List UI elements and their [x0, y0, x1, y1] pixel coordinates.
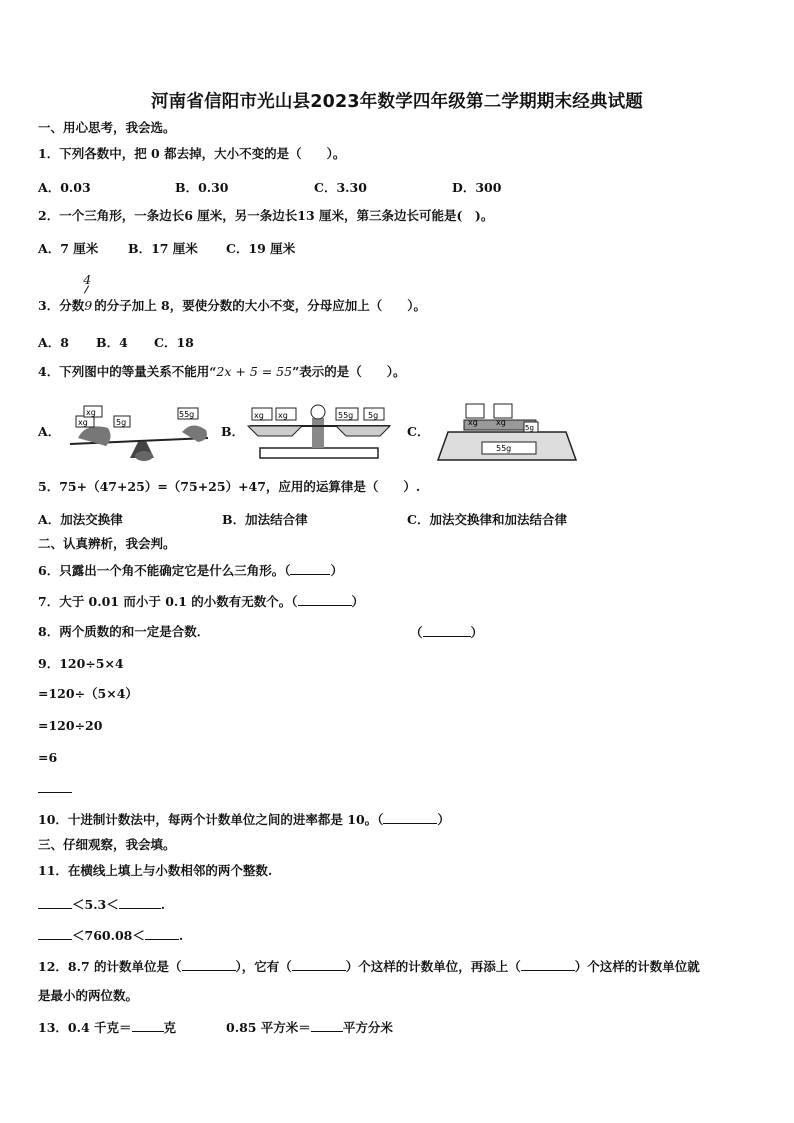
question-8: 8．两个质数的和一定是合数． — [38, 624, 210, 639]
q7-answer-blank[interactable] — [298, 593, 352, 606]
q4-balance-a-image — [58, 398, 218, 464]
q8-answer — [410, 624, 483, 641]
q9-step-2: =120÷20 — [38, 718, 103, 733]
q10-text: 10．十进制计数法中，每两个计数单位之间的进率都是 10。（ — [38, 812, 384, 827]
section-heading-1: 一、用心思考，我会选。 — [38, 120, 176, 135]
q4-option-c-label: C． — [407, 424, 430, 439]
q9-answer-blank[interactable] — [38, 780, 72, 793]
q5-option-a: A．加法交换律 — [38, 512, 123, 527]
weight-label: xg — [254, 411, 264, 420]
question-7 — [38, 593, 364, 610]
q11-row-2 — [38, 927, 183, 944]
q11-row1-text: ＜5.3＜ — [72, 897, 119, 912]
q3-prefix: 3．分数 — [38, 298, 85, 313]
q3-fraction-denominator: 9 — [84, 298, 93, 313]
question-10 — [38, 811, 450, 828]
q13-blank-1[interactable] — [132, 1019, 164, 1032]
q12-blank-1[interactable] — [182, 958, 236, 971]
weight-label: xg — [278, 411, 288, 420]
q1-option-d: D．300 — [452, 180, 502, 195]
question-6 — [38, 562, 343, 579]
q4-option-a-label: A． — [38, 424, 61, 439]
q11-row1-dot: . — [160, 897, 166, 912]
q12-part-1: 12．8.7 的计数单位是（ — [38, 959, 182, 974]
weight-label: 5g — [116, 418, 127, 427]
q6-text: 6．只露出一个角不能确定它是什么三角形。（ — [38, 563, 291, 578]
q10-close: ） — [437, 812, 450, 827]
q12-part-2: ），它有（ — [235, 959, 292, 974]
q12-part-3: ）个这样的计数单位，再添上（ — [345, 959, 521, 974]
q11-row2-text: ＜760.08＜ — [72, 928, 145, 943]
q11-row-1 — [38, 896, 165, 913]
weight-label: xg — [468, 418, 478, 427]
q12-blank-3[interactable] — [521, 958, 575, 971]
q2-option-a: A．7 厘米 — [38, 241, 99, 256]
q4-scale-c-image — [434, 398, 580, 464]
q12-blank-2[interactable] — [292, 958, 346, 971]
question-9: 9．120÷5×4 — [38, 656, 124, 671]
q4-prefix: 4．下列图中的等量关系不能用“ — [38, 364, 217, 379]
section-heading-2: 二、认真辨析，我会判。 — [38, 536, 176, 551]
q9-step-3: =6 — [38, 750, 58, 765]
q6-answer-blank[interactable] — [290, 562, 330, 575]
q11-blank-3[interactable] — [38, 927, 72, 940]
q4-option-b-label: B． — [221, 424, 245, 439]
q13-part-4: 平方分米 — [342, 1020, 393, 1035]
q3-option-c: C．18 — [154, 335, 194, 350]
scale-readout: 55g — [496, 444, 512, 453]
q6-close: ） — [330, 563, 343, 578]
q8-answer-blank[interactable] — [423, 624, 471, 637]
q12-part-4: ）个这样的计数单位就 — [574, 959, 700, 974]
q5-option-c: C．加法交换律和加法结合律 — [407, 512, 567, 527]
q13-part-3: 0.85 平方米＝ — [226, 1020, 311, 1035]
question-11: 11．在横线上填上与小数相邻的两个整数. — [38, 863, 273, 878]
question-12 — [38, 958, 700, 975]
weight-label: 55g — [338, 411, 354, 420]
q7-text: 7．大于 0.01 而小于 0.1 的小数有无数个。（ — [38, 594, 298, 609]
q3-suffix: 的分子加上 8，要使分数的大小不变，分母应加上（ ）。 — [94, 298, 427, 313]
q12-line-2: 是最小的两位数。 — [38, 988, 139, 1003]
q9-answer — [38, 780, 72, 797]
q13-blank-2[interactable] — [311, 1019, 343, 1032]
q3-option-a: A．8 — [38, 335, 69, 350]
q4-suffix: ”表示的是（ ）。 — [292, 364, 406, 379]
q13-part-2: 克 — [163, 1020, 177, 1035]
q13-part-1: 13．0.4 千克＝ — [38, 1020, 132, 1035]
q10-answer-blank[interactable] — [383, 811, 437, 824]
page-title: 河南省信阳市光山县2023年数学四年级第二学期期末经典试题 — [150, 92, 643, 112]
question-1: 1．下列各数中，把 0 都去掉，大小不变的是（ ）。 — [38, 146, 346, 161]
q5-option-b: B．加法结合律 — [222, 512, 308, 527]
q11-blank-4[interactable] — [145, 927, 179, 940]
q1-option-c: C．3.30 — [314, 180, 367, 195]
q1-option-a: A．0.03 — [38, 180, 91, 195]
weight-label: 5g — [525, 424, 534, 432]
q2-option-b: B．17 厘米 — [128, 241, 198, 256]
weight-label: 5g — [368, 411, 379, 420]
q4-equation: 2x + 5 = 55 — [216, 364, 293, 379]
q1-option-b: B．0.30 — [175, 180, 229, 195]
question-4 — [38, 364, 406, 380]
q3-fraction-numerator: 4 — [83, 272, 92, 287]
q2-option-c: C．19 厘米 — [226, 241, 296, 256]
question-3 — [38, 272, 427, 314]
q11-row2-dot: . — [178, 928, 184, 943]
q7-close: ） — [351, 594, 365, 609]
q3-fraction — [83, 272, 94, 314]
weight-label: xg — [86, 408, 96, 417]
q8-open: （ — [410, 625, 423, 640]
question-5: 5．75+（47+25）=（75+25）+47，应用的运算律是（ ）. — [38, 479, 421, 494]
question-13 — [38, 1019, 393, 1036]
section-heading-3: 三、仔细观察，我会填。 — [38, 837, 176, 852]
weight-label: xg — [496, 418, 506, 427]
question-2: 2．一个三角形，一条边长6 厘米，另一条边长13 厘米，第三条边长可能是( )。 — [38, 208, 494, 223]
q3-option-b: B．4 — [96, 335, 128, 350]
q11-blank-2[interactable] — [119, 896, 161, 909]
q4-balance-b-image — [240, 396, 400, 464]
weight-label: xg — [78, 418, 88, 427]
q11-blank-1[interactable] — [38, 896, 72, 909]
weight-label: 55g — [179, 410, 195, 419]
q8-close: ） — [470, 625, 484, 640]
q9-step-1: =120÷（5×4） — [38, 686, 138, 701]
